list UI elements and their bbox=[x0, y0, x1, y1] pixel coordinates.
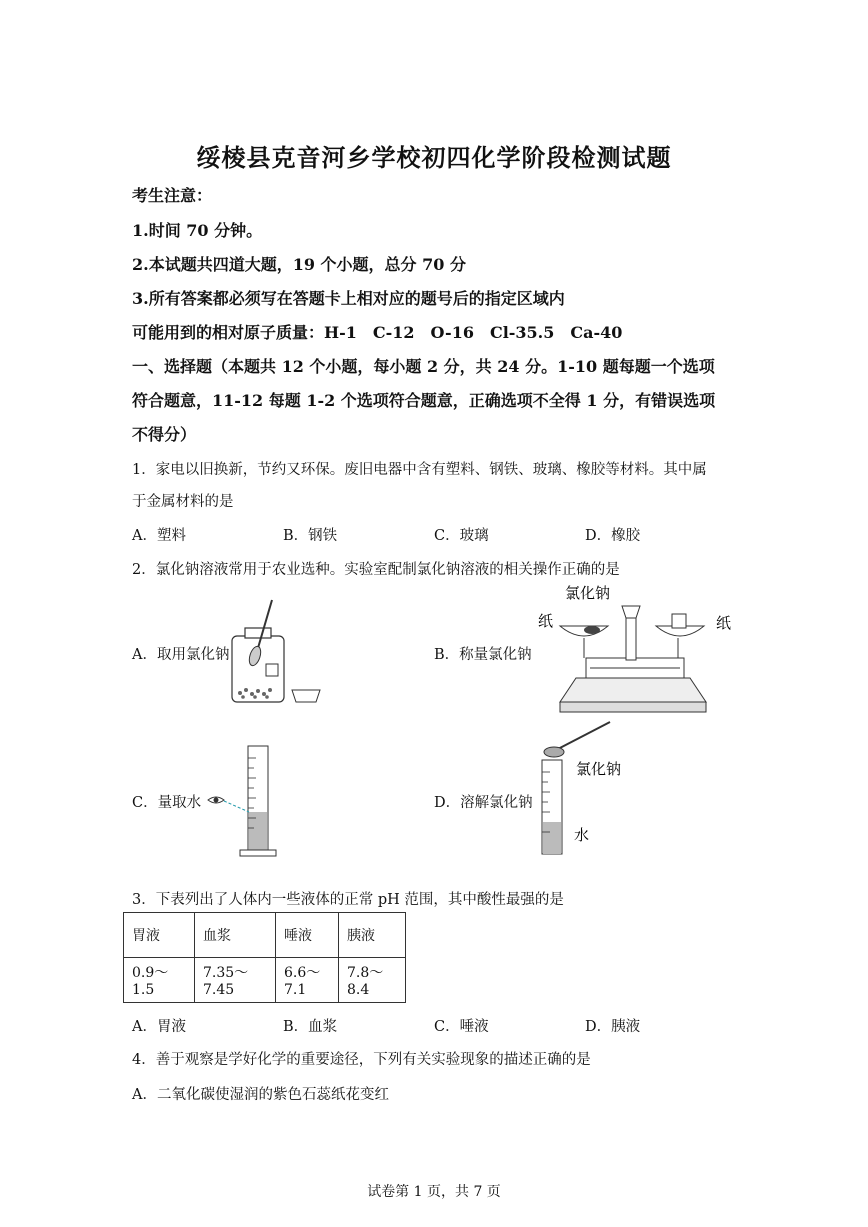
table-cell: 6.6～7.1 bbox=[276, 958, 339, 1003]
balance-figure bbox=[530, 582, 740, 718]
option-a[interactable]: A．二氧化碳使湿润的紫色石蕊纸花变红 bbox=[132, 1087, 389, 1103]
water-label: 水 bbox=[574, 826, 590, 844]
option-b[interactable]: B．称量氯化钠 bbox=[434, 647, 532, 663]
option-d[interactable]: D．溶解氯化钠 bbox=[434, 795, 533, 811]
notice-item: 2.本试题共四道大题，19 个小题，总分 70 分 bbox=[132, 255, 466, 274]
table-header-cell: 唾液 bbox=[276, 913, 339, 958]
ph-table bbox=[123, 912, 406, 1003]
question-4-stem: 4．善于观察是学好化学的重要途径，下列有关实验现象的描述正确的是 bbox=[132, 1052, 591, 1068]
option-a[interactable]: A．取用氯化钠 bbox=[132, 647, 230, 663]
table-cell: 7.35～7.45 bbox=[195, 958, 276, 1003]
table-row bbox=[124, 913, 406, 958]
notice-item: 3.所有答案都必须写在答题卡上相对应的题号后的指定区域内 bbox=[132, 289, 565, 308]
table-header-cell: 胰液 bbox=[339, 913, 406, 958]
option-b[interactable]: B．血浆 bbox=[283, 1019, 338, 1035]
table-header-cell: 血浆 bbox=[195, 913, 276, 958]
atomic-masses: 可能用到的相对原子质量：H-1 C-12 O-16 Cl-35.5 Ca-40 bbox=[132, 323, 623, 342]
option-d[interactable]: D．胰液 bbox=[585, 1019, 641, 1035]
option-a[interactable]: A．胃液 bbox=[132, 1019, 186, 1035]
balance-left-label: 纸 bbox=[538, 612, 554, 630]
question-2-stem: 2．氯化钠溶液常用于农业选种。实验室配制氯化钠溶液的相关操作正确的是 bbox=[132, 562, 620, 578]
notice-item: 1.时间 70 分钟。 bbox=[132, 221, 263, 240]
page-title: 绥棱县克音河乡学校初四化学阶段检测试题 bbox=[196, 144, 672, 172]
notice-heading: 考生注意： bbox=[132, 186, 213, 205]
question-1-line: 1．家电以旧换新，节约又环保。废旧电器中含有塑料、钢铁、玻璃、橡胶等材料。其中属 bbox=[132, 462, 707, 478]
table-header-cell: 胃液 bbox=[124, 913, 195, 958]
option-c[interactable]: C．唾液 bbox=[434, 1019, 489, 1035]
section-heading-line: 一、选择题（本题共 12 个小题，每小题 2 分，共 24 分。1-10 题每题一个选项 bbox=[132, 357, 715, 376]
option-d[interactable]: D．橡胶 bbox=[585, 528, 641, 544]
salt-label: 氯化钠 bbox=[576, 760, 622, 778]
section-heading-line: 不得分） bbox=[132, 425, 197, 444]
table-cell: 7.8～8.4 bbox=[339, 958, 406, 1003]
option-c[interactable]: C．玻璃 bbox=[434, 528, 489, 544]
balance-right-label: 纸 bbox=[716, 614, 732, 632]
table-cell: 0.9～1.5 bbox=[124, 958, 195, 1003]
option-b[interactable]: B．钢铁 bbox=[283, 528, 338, 544]
cylinder-eye-figure bbox=[200, 742, 280, 858]
page-footer: 试卷第 1 页，共 7 页 bbox=[367, 1184, 501, 1200]
option-a[interactable]: A．塑料 bbox=[132, 528, 186, 544]
question-3-stem: 3．下表列出了人体内一些液体的正常 pH 范围，其中酸性最强的是 bbox=[132, 892, 564, 908]
option-c[interactable]: C．量取水 bbox=[132, 795, 202, 811]
balance-top-label: 氯化钠 bbox=[565, 584, 611, 602]
table-row bbox=[124, 958, 406, 1003]
section-heading-line: 符合题意，11-12 每题 1-2 个选项符合题意，正确选项不全得 1 分，有错误选项 bbox=[132, 391, 716, 410]
question-1-line: 于金属材料的是 bbox=[132, 494, 234, 510]
reagent-bottle-figure bbox=[220, 598, 330, 710]
dissolve-figure bbox=[530, 718, 640, 858]
